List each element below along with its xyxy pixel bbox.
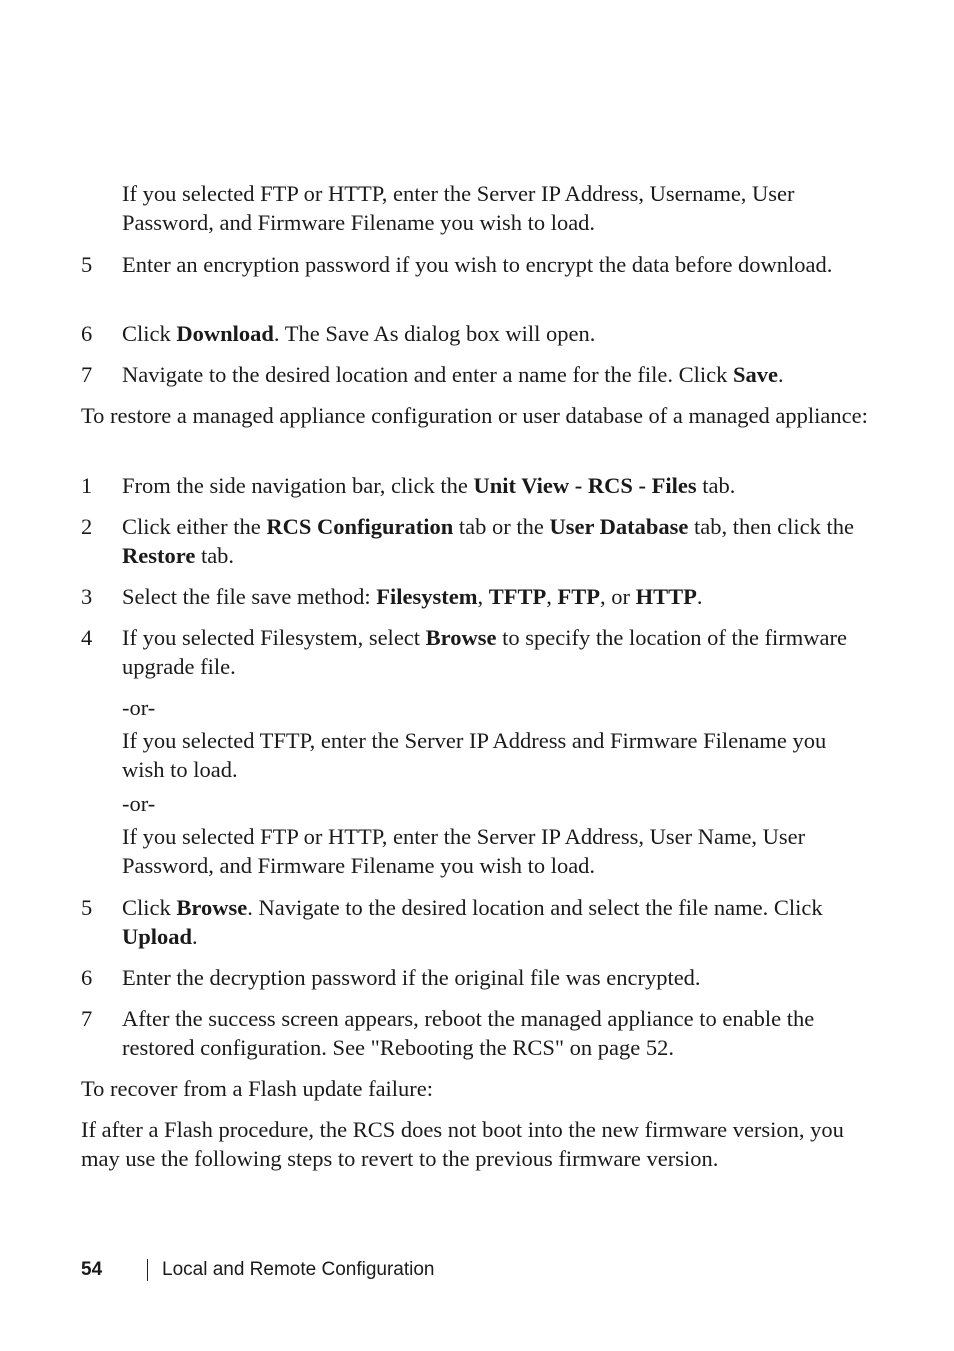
step-navigate-save: Navigate to the desired location and enter a name for the file. Click Save. <box>122 362 784 387</box>
paragraph-tftp: If you selected TFTP, enter the Server IP Address and Firmware Filename you wish to load. <box>122 728 827 782</box>
step-number: 6 <box>81 321 93 346</box>
paragraph-ftp-http: If you selected FTP or HTTP, enter the Server IP Address, User Name, User Password, and Firmware Filename you wish to load. <box>122 824 806 878</box>
step-click-download: Click Download. The Save As dialog box will open. <box>122 321 596 346</box>
step-number: 7 <box>81 362 93 387</box>
step-browse-upload: Click Browse. Navigate to the desired location and select the file name. Click Upload. <box>122 895 823 949</box>
step-number: 5 <box>81 252 93 277</box>
paragraph-flash-failure: If after a Flash procedure, the RCS does not boot into the new firmware version, you may use the following steps to revert to the previous firmware version. <box>81 1117 844 1171</box>
bold-download: Download <box>176 321 274 346</box>
paragraph-restore-intro: To restore a managed appliance configuration or user database of a managed appliance: <box>81 403 868 428</box>
step-save-method: Select the file save method: Filesystem, TFTP, FTP, or HTTP. <box>122 584 703 609</box>
step-side-nav: From the side navigation bar, click the Unit View - RCS - Files tab. <box>122 473 736 498</box>
step-number: 5 <box>81 895 93 920</box>
step-filesystem-browse: If you selected Filesystem, select Browse to specify the location of the firmware upgrade file. <box>122 625 848 679</box>
paragraph-ftp-http-intro: If you selected FTP or HTTP, enter the Server IP Address, Username, User Password, and Firmware Filename you wish to load. <box>122 181 795 235</box>
step-number: 1 <box>81 473 93 498</box>
step-click-tab: Click either the RCS Configuration tab or the User Database tab, then click the Restore tab. <box>122 514 854 568</box>
step-number: 4 <box>81 625 93 650</box>
or-separator: -or- <box>122 695 156 720</box>
footer-divider <box>147 1259 148 1281</box>
step-reboot: After the success screen appears, reboot the managed appliance to enable the restored configuration. See "Rebooting the RCS" on page 52. <box>122 1006 815 1060</box>
paragraph-recover: To recover from a Flash update failure: <box>81 1076 434 1101</box>
page-number: 54 <box>81 1259 103 1280</box>
step-number: 3 <box>81 584 93 609</box>
footer-section-title: Local and Remote Configuration <box>162 1259 435 1280</box>
step-number: 6 <box>81 965 93 990</box>
bold-unit-view: Unit View - RCS - Files <box>473 473 697 498</box>
step-number: 7 <box>81 1006 93 1031</box>
step-decryption: Enter the decryption password if the original file was encrypted. <box>122 965 701 990</box>
bold-save: Save <box>733 362 779 387</box>
or-separator: -or- <box>122 791 156 816</box>
step-number: 2 <box>81 514 93 539</box>
step-encrypt-password: Enter an encryption password if you wish to encrypt the data before download. <box>122 252 833 277</box>
